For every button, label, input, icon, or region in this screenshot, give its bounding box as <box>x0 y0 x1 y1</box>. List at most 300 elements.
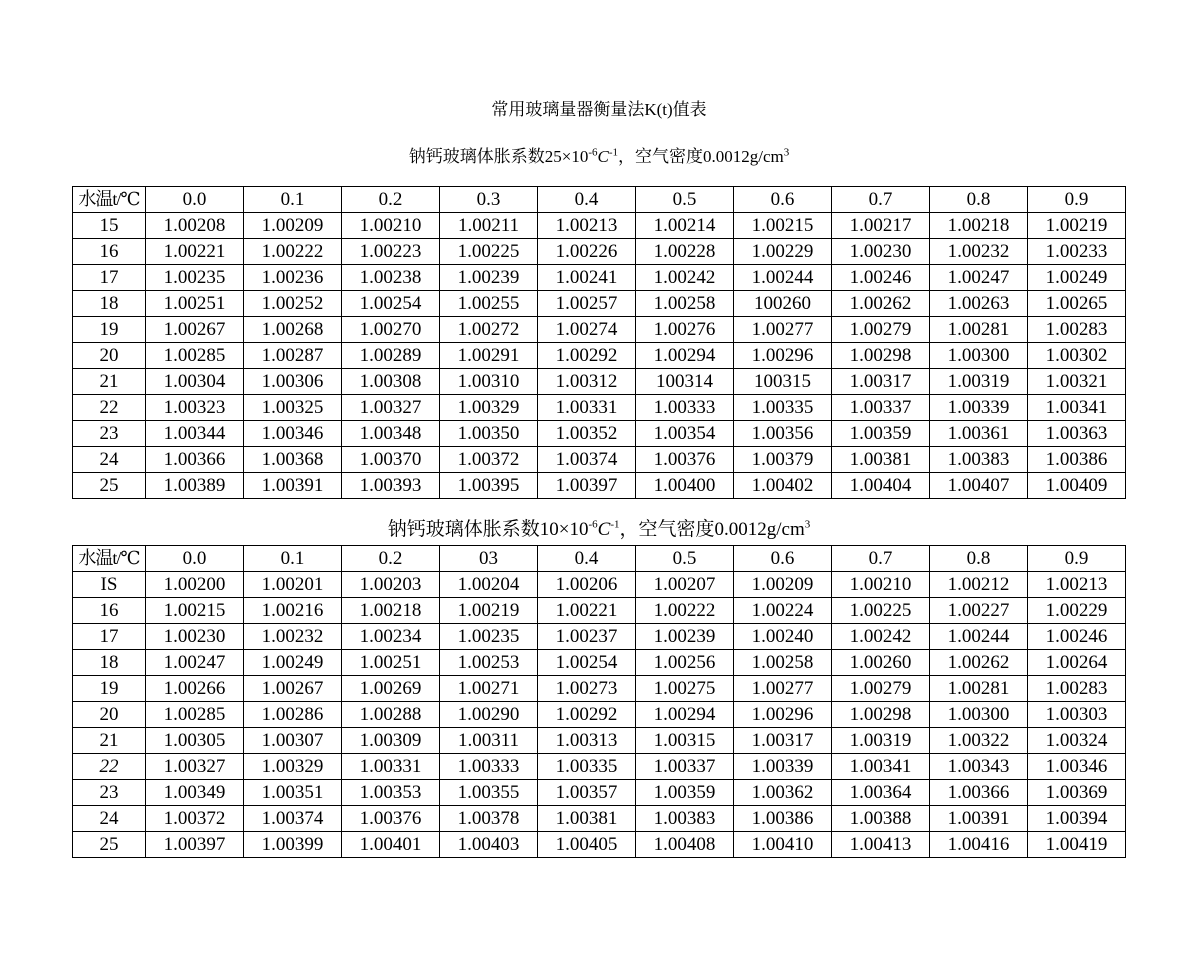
k-value-cell: 1.00364 <box>832 780 930 806</box>
k-value-cell: 1.00207 <box>636 572 734 598</box>
k-value-cell: 1.00229 <box>1028 598 1126 624</box>
k-value-cell: 1.00233 <box>1028 239 1126 265</box>
k-value-cell: 1.00413 <box>832 832 930 858</box>
table2-subtitle-main: 钠钙玻璃体胀系数10×10 <box>387 519 589 540</box>
k-value-cell: 1.00374 <box>244 806 342 832</box>
table-body <box>73 572 1126 858</box>
k-value-cell: 1.00337 <box>636 754 734 780</box>
k-value-cell: 1.00240 <box>734 624 832 650</box>
k-value-cell: 1.00353 <box>342 780 440 806</box>
k-value-cell: 1.00298 <box>832 702 930 728</box>
row-temperature: 24 <box>73 806 146 832</box>
k-value-cell: 1.00339 <box>930 395 1028 421</box>
table-row <box>73 343 1126 369</box>
k-value-cell: 1.00341 <box>1028 395 1126 421</box>
k-value-cell: 1.00322 <box>930 728 1028 754</box>
row-temperature: 15 <box>73 213 146 239</box>
k-value-cell: 1.00408 <box>636 832 734 858</box>
header-col-5: 0.5 <box>636 546 734 572</box>
header-col-7: 0.7 <box>832 187 930 213</box>
k-value-cell: 1.00403 <box>440 832 538 858</box>
k-value-cell: 1.00266 <box>146 676 244 702</box>
k-value-cell: 1.00224 <box>734 598 832 624</box>
table1-subtitle-main: 钠钙玻璃体胀系数25×10 <box>408 147 589 166</box>
k-value-cell: 1.00376 <box>342 806 440 832</box>
k-value-cell: 1.00372 <box>146 806 244 832</box>
k-value-cell: 1.00258 <box>734 650 832 676</box>
table1-subtitle-tail-exp: 3 <box>783 146 790 159</box>
table-row <box>73 754 1126 780</box>
k-value-cell: 1.00229 <box>734 239 832 265</box>
row-temperature: 18 <box>73 291 146 317</box>
k-value-cell: 1.00388 <box>832 806 930 832</box>
k-value-cell: 1.00221 <box>146 239 244 265</box>
k-value-cell: 1.00319 <box>832 728 930 754</box>
header-col-9: 0.9 <box>1028 187 1126 213</box>
k-value-cell: 1.00283 <box>1028 317 1126 343</box>
table-row <box>73 728 1126 754</box>
row-temperature: 18 <box>73 650 146 676</box>
k-value-cell: 1.00329 <box>244 754 342 780</box>
k-value-cell: 1.00281 <box>930 676 1028 702</box>
k-value-cell: 1.00349 <box>146 780 244 806</box>
k-value-cell: 1.00285 <box>146 343 244 369</box>
k-value-cell: 1.00359 <box>832 421 930 447</box>
k-value-cell: 1.00238 <box>342 265 440 291</box>
k-value-table-1 <box>72 186 1126 499</box>
k-value-cell: 1.00343 <box>930 754 1028 780</box>
k-value-cell: 1.00351 <box>244 780 342 806</box>
header-col-3: 0.3 <box>440 187 538 213</box>
k-value-cell: 1.00292 <box>538 343 636 369</box>
k-value-cell: 1.00303 <box>1028 702 1126 728</box>
k-value-cell: 1.00241 <box>538 265 636 291</box>
row-temperature: 19 <box>73 317 146 343</box>
k-value-cell: 1.00356 <box>734 421 832 447</box>
k-value-cell: 1.00227 <box>930 598 1028 624</box>
table-row <box>73 239 1126 265</box>
k-value-cell: 1.00317 <box>832 369 930 395</box>
k-value-cell: 1.00400 <box>636 473 734 499</box>
k-value-cell: 1.00265 <box>1028 291 1126 317</box>
table-row <box>73 421 1126 447</box>
k-value-cell: 1.00341 <box>832 754 930 780</box>
k-value-cell: 1.00335 <box>734 395 832 421</box>
k-value-cell: 1.00308 <box>342 369 440 395</box>
k-value-cell: 1.00409 <box>1028 473 1126 499</box>
k-value-cell: 1.00237 <box>538 624 636 650</box>
header-col-9: 0.9 <box>1028 546 1126 572</box>
k-value-cell: 1.00272 <box>440 317 538 343</box>
header-col-2: 0.2 <box>342 187 440 213</box>
k-value-cell: 1.00219 <box>440 598 538 624</box>
table-body <box>73 213 1126 499</box>
k-value-cell: 1.00222 <box>636 598 734 624</box>
header-col-1: 0.1 <box>244 187 342 213</box>
k-value-cell: 1.00277 <box>734 676 832 702</box>
k-value-cell: 1.00242 <box>636 265 734 291</box>
k-value-cell: 1.00218 <box>930 213 1028 239</box>
k-value-cell: 1.00397 <box>146 832 244 858</box>
k-value-cell: 1.00368 <box>244 447 342 473</box>
k-value-cell: 100314 <box>636 369 734 395</box>
k-value-cell: 1.00319 <box>930 369 1028 395</box>
k-value-cell: 1.00274 <box>538 317 636 343</box>
k-value-cell: 1.00270 <box>342 317 440 343</box>
row-temperature: 21 <box>73 369 146 395</box>
header-col-8: 0.8 <box>930 546 1028 572</box>
header-col-8: 0.8 <box>930 187 1028 213</box>
table-row <box>73 624 1126 650</box>
page-title: 常用玻璃量器衡量法K(t)值表 <box>491 100 707 119</box>
k-value-cell: 1.00271 <box>440 676 538 702</box>
k-value-cell: 1.00260 <box>832 650 930 676</box>
k-value-cell: 1.00225 <box>832 598 930 624</box>
k-value-cell: 1.00285 <box>146 702 244 728</box>
k-value-cell: 1.00386 <box>1028 447 1126 473</box>
row-temperature: 21 <box>73 728 146 754</box>
k-value-cell: 1.00370 <box>342 447 440 473</box>
k-value-cell: 1.00226 <box>538 239 636 265</box>
k-value-cell: 1.00255 <box>440 291 538 317</box>
k-value-cell: 1.00287 <box>244 343 342 369</box>
k-value-cell: 100260 <box>734 291 832 317</box>
header-col-6: 0.6 <box>734 187 832 213</box>
k-value-cell: 1.00208 <box>146 213 244 239</box>
k-value-cell: 1.00331 <box>342 754 440 780</box>
k-value-cell: 1.00204 <box>440 572 538 598</box>
k-value-cell: 1.00215 <box>734 213 832 239</box>
row-temperature: 22 <box>73 754 146 780</box>
k-value-cell: 1.00213 <box>1028 572 1126 598</box>
k-value-cell: 1.00213 <box>538 213 636 239</box>
k-value-cell: 1.00269 <box>342 676 440 702</box>
k-value-cell: 1.00251 <box>342 650 440 676</box>
k-value-cell: 1.00300 <box>930 343 1028 369</box>
k-value-cell: 1.00258 <box>636 291 734 317</box>
k-value-cell: 1.00399 <box>244 832 342 858</box>
k-value-cell: 1.00273 <box>538 676 636 702</box>
k-value-cell: 1.00228 <box>636 239 734 265</box>
k-value-cell: 1.00214 <box>636 213 734 239</box>
table2-subtitle-tail: ，空气密度0.0012g/cm <box>619 519 805 540</box>
k-value-cell: 1.00232 <box>930 239 1028 265</box>
k-value-cell: 1.00304 <box>146 369 244 395</box>
k-value-cell: 1.00212 <box>930 572 1028 598</box>
k-value-cell: 1.00302 <box>1028 343 1126 369</box>
k-value-cell: 1.00327 <box>342 395 440 421</box>
table-row <box>73 806 1126 832</box>
k-value-cell: 1.00263 <box>930 291 1028 317</box>
k-value-cell: 1.00391 <box>244 473 342 499</box>
k-value-cell: 1.00276 <box>636 317 734 343</box>
table-row <box>73 572 1126 598</box>
k-value-cell: 1.00331 <box>538 395 636 421</box>
table-row <box>73 291 1126 317</box>
k-value-cell: 1.00419 <box>1028 832 1126 858</box>
k-value-cell: 1.00254 <box>538 650 636 676</box>
k-value-cell: 1.00235 <box>146 265 244 291</box>
k-value-cell: 1.00249 <box>1028 265 1126 291</box>
k-value-cell: 1.00366 <box>930 780 1028 806</box>
table-row <box>73 447 1126 473</box>
header-col-1: 0.1 <box>244 546 342 572</box>
table-row <box>73 395 1126 421</box>
k-value-cell: 1.00267 <box>244 676 342 702</box>
k-value-cell: 1.00296 <box>734 343 832 369</box>
row-temperature: 24 <box>73 447 146 473</box>
k-value-cell: 1.00247 <box>930 265 1028 291</box>
k-value-cell: 1.00300 <box>930 702 1028 728</box>
k-value-cell: 1.00383 <box>636 806 734 832</box>
k-value-cell: 1.00354 <box>636 421 734 447</box>
k-value-cell: 1.00249 <box>244 650 342 676</box>
k-value-cell: 1.00246 <box>1028 624 1126 650</box>
table-row <box>73 473 1126 499</box>
k-value-cell: 1.00251 <box>146 291 244 317</box>
k-value-cell: 1.00383 <box>930 447 1028 473</box>
k-value-cell: 1.00359 <box>636 780 734 806</box>
table-row <box>73 676 1126 702</box>
row-temperature: 22 <box>73 395 146 421</box>
k-value-cell: 1.00267 <box>146 317 244 343</box>
k-value-cell: 1.00291 <box>440 343 538 369</box>
k-value-cell: 1.00223 <box>342 239 440 265</box>
header-col-7: 0.7 <box>832 546 930 572</box>
k-value-cell: 1.00230 <box>832 239 930 265</box>
k-value-cell: 1.00361 <box>930 421 1028 447</box>
table-row <box>73 369 1126 395</box>
row-temperature: 25 <box>73 473 146 499</box>
header-temperature: 水温t/℃ <box>73 546 146 572</box>
k-value-cell: 1.00209 <box>734 572 832 598</box>
k-value-cell: 1.00221 <box>538 598 636 624</box>
k-value-cell: 1.00281 <box>930 317 1028 343</box>
table1-subtitle-tail: ，空气密度0.0012g/cm <box>618 147 784 166</box>
k-value-cell: 1.00378 <box>440 806 538 832</box>
k-value-cell: 1.00254 <box>342 291 440 317</box>
k-value-cell: 1.00210 <box>342 213 440 239</box>
k-value-cell: 1.00389 <box>146 473 244 499</box>
k-value-cell: 1.00325 <box>244 395 342 421</box>
k-value-cell: 1.00206 <box>538 572 636 598</box>
row-temperature: 23 <box>73 421 146 447</box>
k-value-cell: 1.00362 <box>734 780 832 806</box>
table1-subtitle-unit: C <box>597 147 609 166</box>
k-value-cell: 1.00275 <box>636 676 734 702</box>
k-value-cell: 1.00298 <box>832 343 930 369</box>
k-value-cell: 1.00234 <box>342 624 440 650</box>
row-temperature: 16 <box>73 598 146 624</box>
k-value-cell: 1.00268 <box>244 317 342 343</box>
k-value-cell: 1.00247 <box>146 650 244 676</box>
table-row <box>73 213 1126 239</box>
k-value-cell: 1.00279 <box>832 676 930 702</box>
table1-subtitle <box>0 147 1198 167</box>
k-value-cell: 1.00372 <box>440 447 538 473</box>
k-value-cell: 1.00379 <box>734 447 832 473</box>
table-row <box>73 650 1126 676</box>
row-temperature: 25 <box>73 832 146 858</box>
k-value-cell: 1.00352 <box>538 421 636 447</box>
table2-subtitle-exp: -6 <box>588 518 598 531</box>
k-value-cell: 1.00401 <box>342 832 440 858</box>
k-value-cell: 1.00294 <box>636 343 734 369</box>
k-value-cell: 1.00277 <box>734 317 832 343</box>
row-temperature: 17 <box>73 624 146 650</box>
k-value-cell: 100315 <box>734 369 832 395</box>
k-value-cell: 1.00286 <box>244 702 342 728</box>
header-temperature: 水温t/℃ <box>73 187 146 213</box>
table2-subtitle-tail-exp: 3 <box>804 518 811 531</box>
k-value-cell: 1.00337 <box>832 395 930 421</box>
k-value-cell: 1.00344 <box>146 421 244 447</box>
k-value-cell: 1.00310 <box>440 369 538 395</box>
k-value-cell: 1.00393 <box>342 473 440 499</box>
k-value-cell: 1.00216 <box>244 598 342 624</box>
k-value-cell: 1.00416 <box>930 832 1028 858</box>
k-value-cell: 1.00262 <box>930 650 1028 676</box>
k-value-cell: 1.00209 <box>244 213 342 239</box>
k-value-cell: 1.00239 <box>440 265 538 291</box>
table-row <box>73 317 1126 343</box>
row-temperature: 20 <box>73 343 146 369</box>
table-row <box>73 832 1126 858</box>
k-value-cell: 1.00235 <box>440 624 538 650</box>
k-value-cell: 1.00239 <box>636 624 734 650</box>
k-value-cell: 1.00357 <box>538 780 636 806</box>
k-value-cell: 1.00376 <box>636 447 734 473</box>
k-value-cell: 1.00391 <box>930 806 1028 832</box>
k-value-cell: 1.00395 <box>440 473 538 499</box>
header-col-5: 0.5 <box>636 187 734 213</box>
k-value-cell: 1.00242 <box>832 624 930 650</box>
header-col-2: 0.2 <box>342 546 440 572</box>
table-row <box>73 780 1126 806</box>
k-value-cell: 1.00327 <box>146 754 244 780</box>
k-value-cell: 1.00381 <box>538 806 636 832</box>
k-value-cell: 1.00305 <box>146 728 244 754</box>
table1-subtitle-exp: -6 <box>588 146 598 159</box>
k-value-cell: 1.00288 <box>342 702 440 728</box>
k-value-cell: 1.00346 <box>1028 754 1126 780</box>
table-row <box>73 702 1126 728</box>
k-value-cell: 1.00244 <box>734 265 832 291</box>
k-value-cell: 1.00253 <box>440 650 538 676</box>
k-value-cell: 1.00312 <box>538 369 636 395</box>
k-value-cell: 1.00350 <box>440 421 538 447</box>
k-value-cell: 1.00311 <box>440 728 538 754</box>
k-value-cell: 1.00348 <box>342 421 440 447</box>
k-value-cell: 1.00294 <box>636 702 734 728</box>
k-value-cell: 1.00369 <box>1028 780 1126 806</box>
k-value-cell: 1.00289 <box>342 343 440 369</box>
k-value-cell: 1.00296 <box>734 702 832 728</box>
k-value-cell: 1.00402 <box>734 473 832 499</box>
row-temperature: 16 <box>73 239 146 265</box>
k-value-cell: 1.00346 <box>244 421 342 447</box>
table2-subtitle-unit: C <box>597 519 611 540</box>
table2-subtitle-unit-exp: -1 <box>610 518 620 531</box>
k-value-cell: 1.00363 <box>1028 421 1126 447</box>
k-value-cell: 1.00283 <box>1028 676 1126 702</box>
row-temperature: 20 <box>73 702 146 728</box>
k-value-cell: 1.00215 <box>146 598 244 624</box>
k-value-cell: 1.00309 <box>342 728 440 754</box>
row-temperature: IS <box>73 572 146 598</box>
row-temperature: 19 <box>73 676 146 702</box>
row-temperature: 23 <box>73 780 146 806</box>
k-value-cell: 1.00381 <box>832 447 930 473</box>
k-value-cell: 1.00290 <box>440 702 538 728</box>
k-value-cell: 1.00407 <box>930 473 1028 499</box>
k-value-cell: 1.00210 <box>832 572 930 598</box>
table1-subtitle-unit-exp: -1 <box>608 146 619 159</box>
k-value-cell: 1.00324 <box>1028 728 1126 754</box>
k-value-cell: 1.00200 <box>146 572 244 598</box>
k-value-cell: 1.00201 <box>244 572 342 598</box>
k-value-cell: 1.00404 <box>832 473 930 499</box>
k-value-cell: 1.00315 <box>636 728 734 754</box>
table-row <box>73 598 1126 624</box>
k-value-cell: 1.00217 <box>832 213 930 239</box>
k-value-cell: 1.00333 <box>636 395 734 421</box>
k-value-cell: 1.00333 <box>440 754 538 780</box>
k-value-cell: 1.00218 <box>342 598 440 624</box>
header-col-0: 0.0 <box>146 187 244 213</box>
k-value-table-2 <box>72 545 1126 858</box>
table2-subtitle <box>0 520 1198 540</box>
k-value-cell: 1.00257 <box>538 291 636 317</box>
header-col-4: 0.4 <box>538 187 636 213</box>
k-value-cell: 1.00339 <box>734 754 832 780</box>
k-value-cell: 1.00292 <box>538 702 636 728</box>
k-value-cell: 1.00313 <box>538 728 636 754</box>
k-value-cell: 1.00246 <box>832 265 930 291</box>
row-temperature: 17 <box>73 265 146 291</box>
k-value-cell: 1.00252 <box>244 291 342 317</box>
k-value-cell: 1.00306 <box>244 369 342 395</box>
k-value-cell: 1.00219 <box>1028 213 1126 239</box>
table-header-row <box>73 546 1126 572</box>
k-value-cell: 1.00410 <box>734 832 832 858</box>
k-value-cell: 1.00386 <box>734 806 832 832</box>
k-value-cell: 1.00262 <box>832 291 930 317</box>
k-value-cell: 1.00317 <box>734 728 832 754</box>
k-value-cell: 1.00211 <box>440 213 538 239</box>
k-value-cell: 1.00230 <box>146 624 244 650</box>
k-value-cell: 1.00374 <box>538 447 636 473</box>
k-value-cell: 1.00307 <box>244 728 342 754</box>
k-value-cell: 1.00366 <box>146 447 244 473</box>
k-value-cell: 1.00279 <box>832 317 930 343</box>
k-value-cell: 1.00256 <box>636 650 734 676</box>
k-value-cell: 1.00232 <box>244 624 342 650</box>
k-value-cell: 1.00222 <box>244 239 342 265</box>
k-value-cell: 1.00225 <box>440 239 538 265</box>
header-col-6: 0.6 <box>734 546 832 572</box>
k-value-cell: 1.00203 <box>342 572 440 598</box>
k-value-cell: 1.00394 <box>1028 806 1126 832</box>
k-value-cell: 1.00397 <box>538 473 636 499</box>
header-col-3: 03 <box>440 546 538 572</box>
k-value-cell: 1.00355 <box>440 780 538 806</box>
k-value-cell: 1.00321 <box>1028 369 1126 395</box>
k-value-cell: 1.00236 <box>244 265 342 291</box>
k-value-cell: 1.00405 <box>538 832 636 858</box>
table-header-row <box>73 187 1126 213</box>
k-value-cell: 1.00323 <box>146 395 244 421</box>
